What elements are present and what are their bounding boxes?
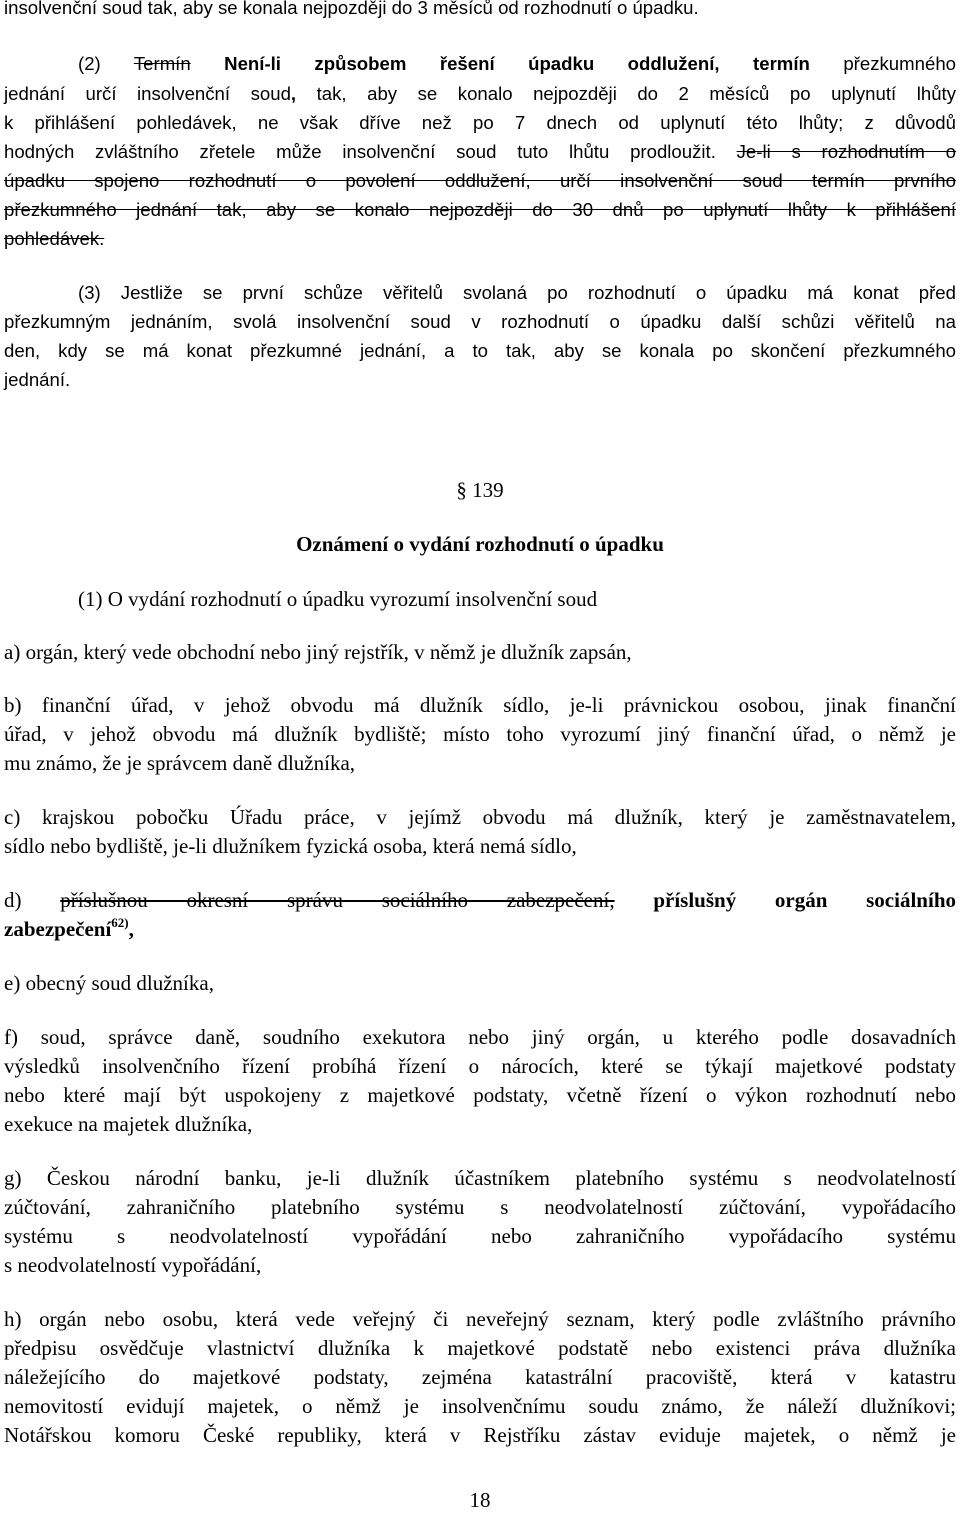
- list-item-line: výsledků insolvenčního řízení probíhá řízení o nárocích, které se týkají majetkové podstaty: [4, 1054, 956, 1078]
- paragraph-2-line-deleted: úpadku spojeno rozhodnutí o povolení oddlužení, určí insolvenční soud termín prvního: [4, 170, 956, 191]
- section-number: § 139: [456, 478, 504, 502]
- paragraph-3-line: (3) Jestliže se první schůze věřitelů svolaná po rozhodnutí o úpadku má konat před: [78, 282, 956, 303]
- paragraph-2-line-deleted: přezkumného jednání tak, aby se konalo nejpozději do 30 dnů po uplynutí lhůty k přihlášení: [4, 199, 956, 220]
- list-item-line: zúčtování, zahraničního platebního systému s neodvolatelností zúčtování, vypořádacího: [4, 1195, 956, 1219]
- deleted-text: Termín: [133, 53, 191, 74]
- list-item-line: d) příslušnou okresní správu sociálního zabezpečení, příslušný orgán sociálního: [4, 888, 956, 912]
- inserted-text: ,: [290, 83, 297, 104]
- list-item-line: b) finanční úřad, v jehož obvodu má dlužník sídlo, je-li právnickou osobou, jinak finanční: [4, 693, 956, 717]
- list-item-line: nemovitostí evidují majetek, o němž je insolvenčnímu soudu známo, že náleží dlužníkovi;: [4, 1394, 956, 1418]
- paragraph-3-line: jednání.: [4, 369, 71, 390]
- paragraph-2-line: (2) Termín Není-li způsobem řešení úpadku oddlužení, termín přezkumného: [78, 53, 956, 74]
- list-item-line: zabezpečení$^{62)}$,: [4, 915, 134, 941]
- list-item-line: systému s neodvolatelností vypořádání nebo zahraničního vypořádacího systému: [4, 1224, 956, 1248]
- deleted-text: příslušnou okresní správu sociálního zabezpečení,: [60, 888, 615, 912]
- section-title: Oznámení o vydání rozhodnutí o úpadku: [296, 532, 664, 556]
- list-item-line: s neodvolatelností vypořádání,: [4, 1253, 262, 1277]
- page-number: 18: [469, 1488, 491, 1512]
- list-item-line: mu známo, že je správcem daně dlužníka,: [4, 751, 356, 775]
- paragraph-2-line: hodných zvláštního zřetele může insolvenční soud tuto lhůtu prodloužit. Je-li s rozhodnutím o: [4, 141, 956, 162]
- inserted-text: zabezpečení: [4, 917, 112, 941]
- list-item-line: předpisu osvědčuje vlastnictví dlužníka k majetkové podstatě nebo existenci práva dlužníka: [4, 1336, 956, 1360]
- paragraph-2-line-deleted: pohledávek.: [4, 228, 105, 249]
- list-item-line: g) Českou národní banku, je-li dlužník účastníkem platebního systému s neodvolatelností: [4, 1166, 956, 1190]
- paragraph-3-line: den, kdy se má konat přezkumné jednání, a to tak, aby se konala po skončení přezkumného: [4, 340, 956, 361]
- paragraph-3-line: přezkumným jednáním, svolá insolvenční soud v rozhodnutí o úpadku další schůzi věřitelů na: [4, 311, 956, 332]
- paragraph-2-line: jednání určí insolvenční soud, tak, aby se konalo nejpozději do 2 měsíců po uplynutí lhůty: [4, 83, 956, 104]
- list-item-line: exekuce na majetek dlužníka,: [4, 1112, 253, 1136]
- inserted-text: Není-li způsobem řešení úpadku oddlužení, termín: [224, 53, 810, 74]
- paragraph-2-line: k přihlášení pohledávek, ne však dříve než po 7 dnech od uplynutí této lhůty; z důvodů: [4, 112, 956, 133]
- list-item-line: sídlo nebo bydliště, je-li dlužníkem fyzická osoba, která nemá sídlo,: [4, 834, 577, 858]
- list-item-a: a) orgán, který vede obchodní nebo jiný rejstřík, v němž je dlužník zapsán,: [4, 640, 632, 664]
- list-item-line: c) krajskou pobočku Úřadu práce, v jejímž obvodu má dlužník, který je zaměstnavatelem,: [4, 805, 956, 829]
- list-item-line: Notářskou komoru České republiky, která v Rejstříku zástav eviduje majetek, o němž je: [4, 1423, 956, 1447]
- list-item-e: e) obecný soud dlužníka,: [4, 971, 214, 995]
- list-item-line: h) orgán nebo osobu, která vede veřejný či neveřejný seznam, který podle zvláštního právního: [4, 1307, 956, 1331]
- deleted-text: Je-li s rozhodnutím o: [736, 141, 956, 162]
- list-item-line: náležejícího do majetkové podstaty, zejména katastrální pracoviště, která v katastru: [4, 1365, 956, 1389]
- inserted-text: příslušný orgán sociálního: [614, 888, 956, 912]
- list-item-line: f) soud, správce daně, soudního exekutora nebo jiný orgán, u kterého podle dosavadních: [4, 1025, 956, 1049]
- list-item-line: nebo které mají být uspokojeny z majetkové podstaty, včetně řízení o výkon rozhodnutí nebo: [4, 1083, 956, 1107]
- list-item-line: úřad, v jehož obvodu má dlužník bydliště; místo toho vyrozumí jiný finanční úřad, o němž je: [4, 722, 956, 746]
- footnote-reference: 62): [111, 915, 129, 930]
- paragraph-1-intro: (1) O vydání rozhodnutí o úpadku vyrozumí insolvenční soud: [78, 587, 598, 611]
- continuation-line: insolvenční soud tak, aby se konala nejpozději do 3 měsíců od rozhodnutí o úpadku.: [4, 0, 699, 18]
